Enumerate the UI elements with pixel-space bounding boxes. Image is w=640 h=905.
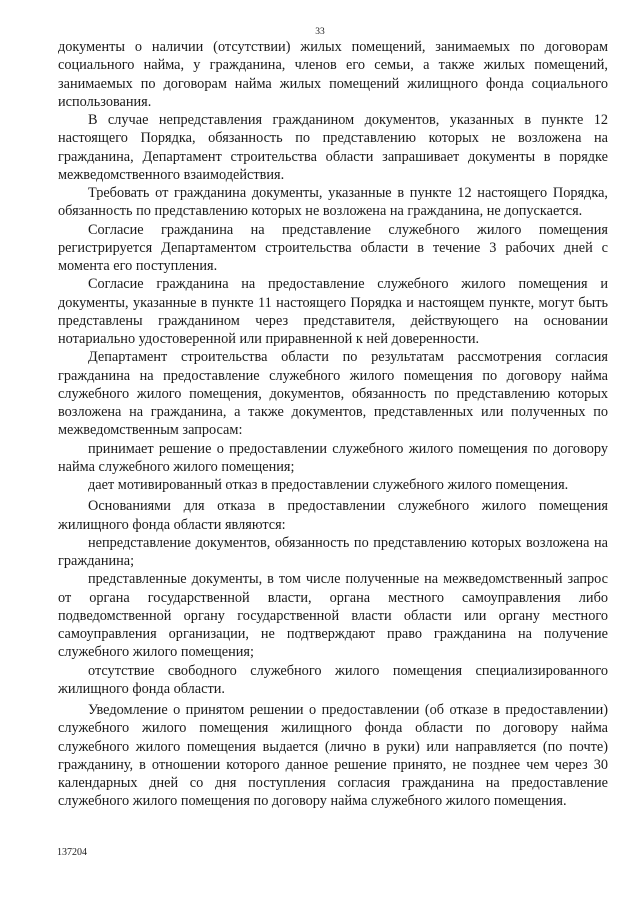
paragraph-not-allowed: Требовать от гражданина документы, указанные в пункте 12 настоящего Порядка, обязанность по представлению которых не возложена на гражданина, не допускается. [58, 185, 608, 220]
paragraph-ground-no-documents: непредставление документов, обязанность по представлению которых возложена на гражданина; [58, 534, 608, 569]
paragraph-ground-no-right: представленные документы, в том числе полученные на межведомственный запрос от органа государственной власти, органа местного самоуправления либо подведомственной органу государственной власти области или органу местного самоуправления организации, не подтверждают право гражданина на получение служебного жилого помещения; [58, 571, 608, 661]
page-number: 33 [315, 27, 325, 37]
paragraph-refusal: дает мотивированный отказ в предоставлении служебного жилого помещения. [88, 477, 569, 493]
document-body [58, 38, 608, 811]
document-code: 137204 [57, 847, 87, 858]
paragraph-notification: Уведомление о принятом решении о предоставлении (об отказе в предоставлении) служебного жилого помещения жилищного фонда области по договору найма служебного жилого помещения выдается (лично в руки) или направляется (по почте) гражданину, в отношении которого данное решение принято, не позднее чем через 30 календарных дней со дня поступления согласия гражданина на предоставление служебного жилого помещения по договору найма служебного жилого помещения. [58, 702, 608, 810]
paragraph-ground-no-housing: отсутствие свободного служебного жилого помещения специализированного жилищного фонда области. [58, 662, 608, 697]
paragraph-decision: принимает решение о предоставлении служебного жилого помещения по договору найма служебного жилого помещения; [58, 440, 608, 475]
paragraph-continuation: документы о наличии (отсутствии) жилых помещений, занимаемых по договорам социального найма, у гражданина, членов его семьи, а также жилых помещений, занимаемых по договорам найма жилых помещений жилищного фонда социального использования. [58, 39, 608, 110]
paragraph-refusal-grounds: Основаниями для отказа в предоставлении служебного жилого помещения жилищного фонда области являются: [58, 498, 608, 533]
paragraph-request-documents: В случае непредставления гражданином документов, указанных в пункте 12 настоящего Порядка, обязанность по представлению которых не возложена на гражданина, Департамент строительства области запрашивает документы в порядке межведомственного взаимодействия. [58, 112, 608, 183]
paragraph-representative: Согласие гражданина на предоставление служебного жилого помещения и документы, указанные в пункте 11 настоящего Порядка и настоящем пункте, могут быть представлены гражданином через представителя, действующего на основании нотариально удостоверенной или приравненной к ней доверенности. [58, 276, 608, 347]
paragraph-registration: Согласие гражданина на представление служебного жилого помещения регистрируется Департаментом строительства области в течение 3 рабочих дней с момента его поступления. [58, 221, 608, 274]
paragraph-department-review: Департамент строительства области по результатам рассмотрения согласия гражданина на предоставление служебного жилого помещения по договору найма служебного жилого помещения, документов, обязанность по представлению которых возложена на гражданина, а также документов, представленных или полученных по межведомственным запросам: [58, 349, 608, 439]
